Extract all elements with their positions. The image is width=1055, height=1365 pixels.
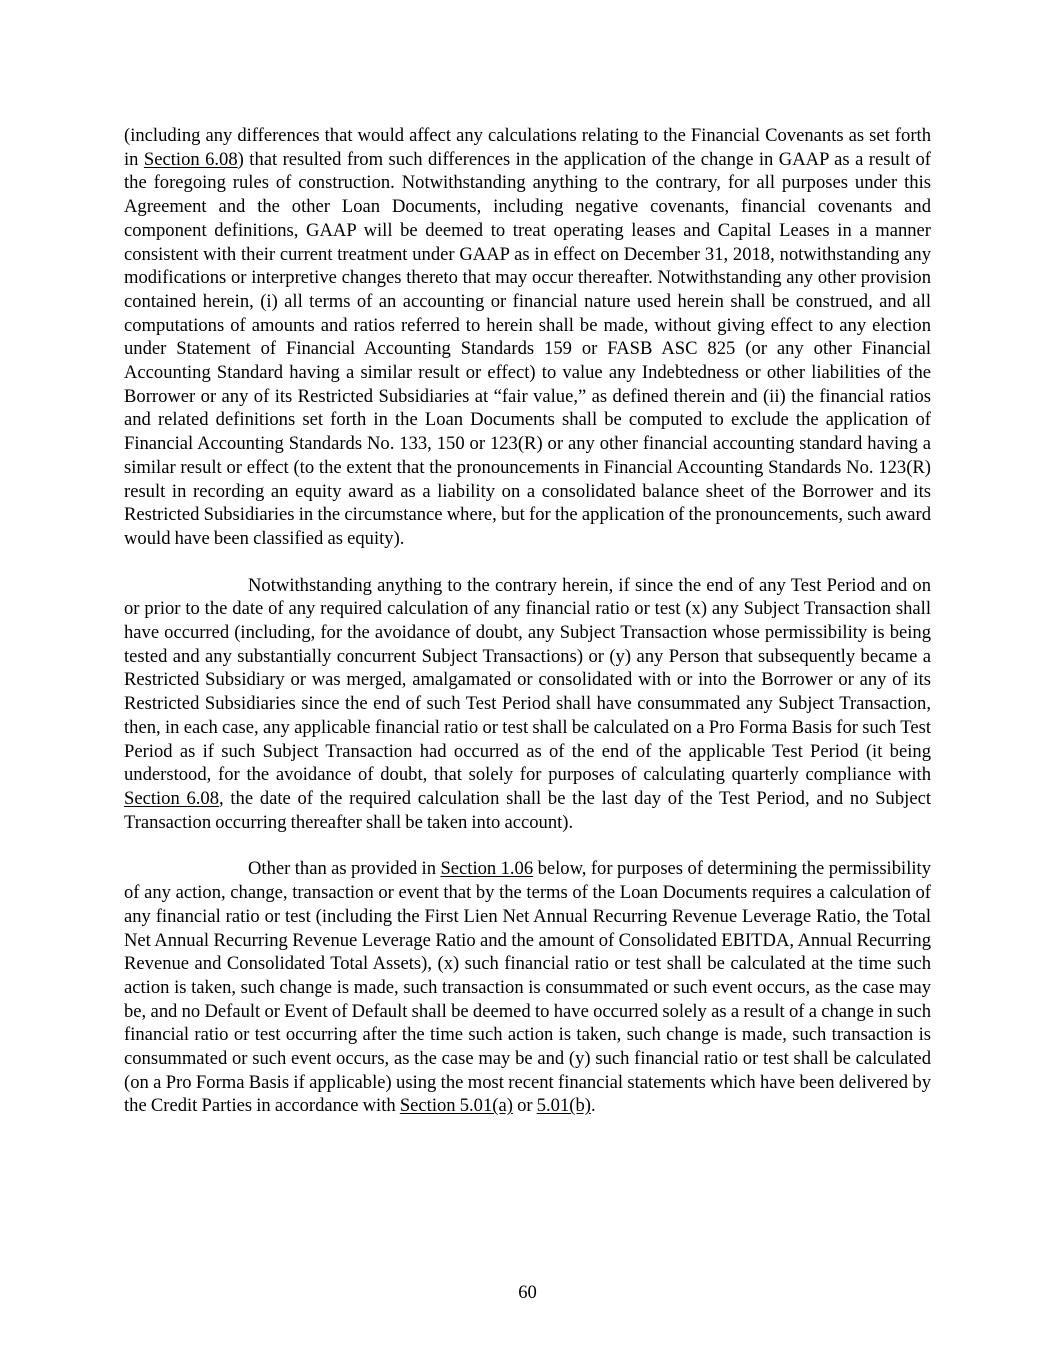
paragraph-text: ) that resulted from such differences in the application of the change in GAAP as a result of the foregoing rules of construction. Notwithstanding anything to the contrary, for all purposes under this Agreement and the other Loan Documents, including negative covenants, financial covenants and component definitions, GAAP will be deemed to treat operating leases and Capital Leases in a manner consistent with their current treatment under GAAP as in effect on December 31, 2018, notwithstanding any modifications or interpretive changes thereto that may occur thereafter. Notwithstanding any other provision contained herein, (i) all terms of an accounting or financial nature used herein shall be construed, and all computations of amounts and ratios referred to herein shall be made, without giving effect to any election under Statement of Financial Accounting Standards 159 or FASB ASC 825 (or any other Financial Accounting Standard having a similar result or effect) to value any Indebtedness or other liabilities of the Borrower or any of its Restricted Subsidiaries at “fair value,” as defined therein and (ii) the financial ratios and related definitions set forth in the Loan Documents shall be computed to exclude the application of Financial Accounting Standards No. 133, 150 or 123(R) or any other financial accounting standard having a similar result or effect (to the extent that the pronouncements in Financial Accounting Standards No. 123(R) result in recording an equity award as a liability on a consolidated balance sheet of the Borrower and its Restricted Subsidiaries in the circumstance where, but for the application of the pronouncements, such award would have been classified as equity). [124, 148, 931, 549]
paragraph-text: . [590, 1095, 596, 1117]
section-reference-link: 5.01(b) [536, 1095, 591, 1117]
section-reference-link: Section 1.06 [440, 858, 534, 880]
paragraph-text: (including any differences that would affect any calculations relating to the Financial Covenants as set forth in [124, 125, 931, 170]
paragraph-gaap-construction [124, 124, 931, 551]
paragraph-text: Other than as provided in [248, 858, 441, 880]
paragraph-text: below, for purposes of determining the permissibility of any action, change, transaction or event that by the terms of the Loan Documents requires a calculation of any financial ratio or test (including the First Lien Net Annual Recurring Revenue Leverage Ratio, the Total Net Annual Recurring Revenue Leverage Ratio and the amount of Consolidated EBITDA, Annual Recurring Revenue and Consolidated Total Assets), (x) such financial ratio or test shall be calculated at the time such action is taken, such change is made, such transaction is consummated or such event occurs, as the case may be, and no Default or Event of Default shall be deemed to have occurred solely as a result of a change in such financial ratio or test occurring after the time such action is taken, such change is made, such transaction is consummated or such event occurs, as the case may be and (y) such financial ratio or test shall be calculated (on a Pro Forma Basis if applicable) using the most recent financial statements which have been delivered by the Credit Parties in accordance with [124, 858, 931, 1117]
section-reference-link: Section 6.08 [124, 787, 220, 809]
section-reference-link: Section 6.08 [143, 148, 238, 170]
paragraph-text: or [512, 1095, 537, 1117]
paragraph-permissibility [124, 857, 931, 1118]
document-body [124, 124, 931, 1118]
paragraph-test-period [124, 574, 931, 835]
section-reference-link: Section 5.01(a) [399, 1095, 513, 1117]
paragraph-text: Notwithstanding anything to the contrary herein, if since the end of any Test Period and on or prior to the date of any required calculation of any financial ratio or test (x) any Subject Transaction shall have occurred (including, for the avoidance of doubt, any Subject Transaction whose permissibility is being tested and any substantially concurrent Subject Transactions) or (y) any Person that subsequently became a Restricted Subsidiary or was merged, amalgamated or consolidated with or into the Borrower or any of its Restricted Subsidiaries since the end of such Test Period shall have consummated any Subject Transaction, then, in each case, any applicable financial ratio or test shall be calculated on a Pro Forma Basis for such Test Period as if such Subject Transaction had occurred as of the end of the applicable Test Period (it being understood, for the avoidance of doubt, that solely for purposes of calculating quarterly compliance with [124, 574, 931, 786]
paragraph-text: , the date of the required calculation shall be the last day of the Test Period, and no Subject Transaction occurring thereafter shall be taken into account). [124, 787, 931, 833]
page-number: 60 [518, 1282, 537, 1303]
